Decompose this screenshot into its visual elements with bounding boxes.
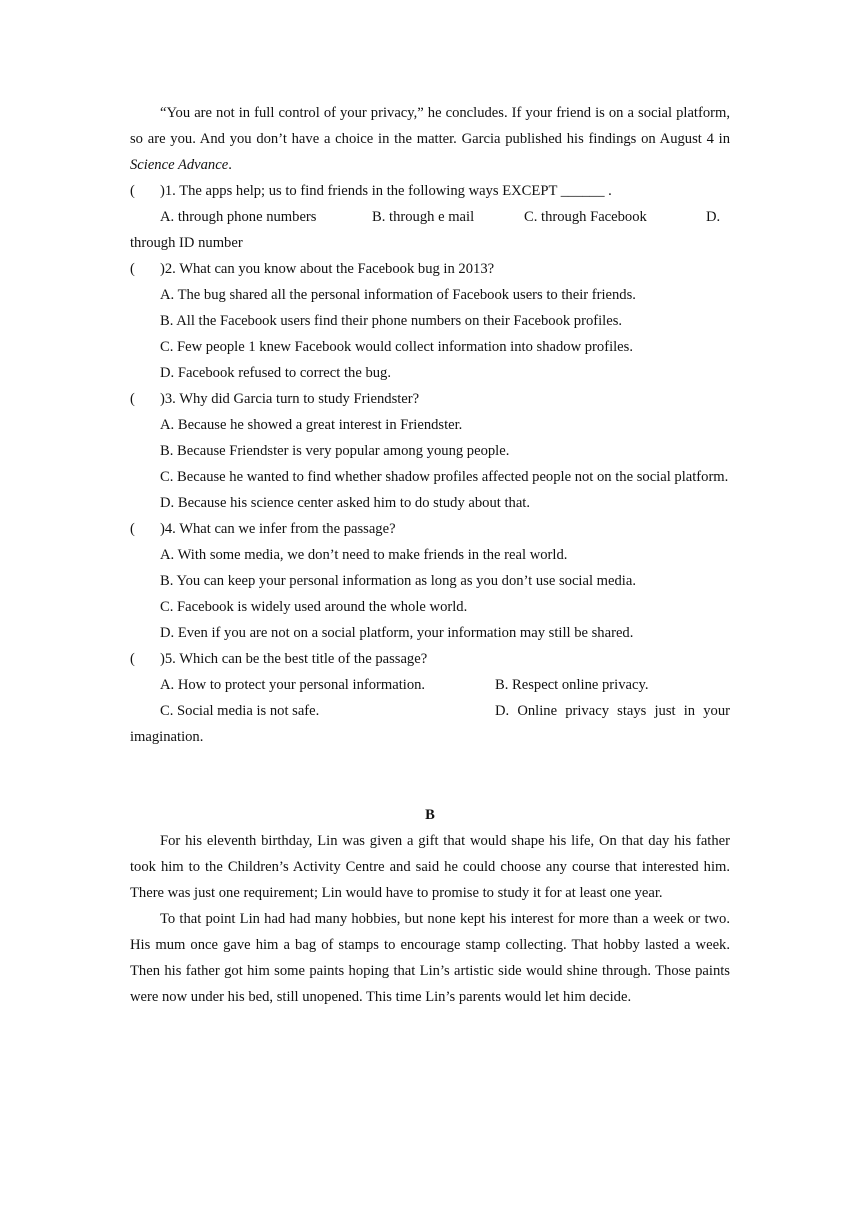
option-c: C. Few people 1 knew Facebook would collect information into shadow profiles. — [160, 339, 633, 355]
option-b: B. through e mail — [372, 209, 475, 225]
option-c: C. through Facebook — [524, 209, 647, 225]
question-4 — [130, 516, 730, 646]
option-a: A. The bug shared all the personal information of Facebook users to their friends. — [160, 287, 636, 303]
question-1 — [130, 178, 730, 256]
option-c: C. Facebook is widely used around the whole world. — [160, 599, 468, 615]
journal-name: Science Advance — [130, 157, 229, 173]
option-d-continued: imagination. — [130, 729, 204, 745]
question-text: )4. What can we infer from the passage? — [160, 521, 396, 537]
option-c: C. Because he wanted to find whether shadow profiles affected people not on the social platform. — [160, 469, 729, 485]
option-d: D. Facebook refused to correct the bug. — [160, 365, 391, 381]
question-stem — [130, 646, 730, 672]
option-a: A. With some media, we don’t need to make friends in the real world. — [160, 547, 568, 563]
answer-blank[interactable]: ( — [130, 391, 135, 407]
options-row — [130, 672, 730, 698]
question-stem — [130, 386, 730, 412]
option-b: B. All the Facebook users find their phone numbers on their Facebook profiles. — [160, 313, 623, 329]
option-d: D. — [706, 209, 721, 225]
document-page — [130, 100, 730, 1010]
question-5 — [130, 646, 730, 750]
question-text: )1. The apps help; us to find friends in the following ways EXCEPT ______ . — [160, 183, 612, 199]
section-title: B — [425, 807, 435, 823]
question-text: )3. Why did Garcia turn to study Friendster? — [160, 391, 420, 407]
option-c: C. Social media is not safe. — [160, 703, 320, 719]
option-d: D. Because his science center asked him to do study about that. — [160, 495, 531, 511]
options-row — [130, 698, 730, 724]
question-stem — [130, 256, 730, 282]
question-stem — [130, 516, 730, 542]
options-row — [130, 204, 730, 230]
answer-blank[interactable]: ( — [130, 521, 135, 537]
option-d: D. Even if you are not on a social platform, your information may still be shared. — [160, 625, 634, 641]
passage-paragraph: For his eleventh birthday, Lin was given a gift that would shape his life, On that day his father took him to the Children’s Activity Centre and said he could choose any course that interested him. There was just one requirement; Lin would have to promise to study it for at least one year. — [130, 833, 730, 901]
option-b: B. Respect online privacy. — [495, 677, 649, 693]
intro-text: “You are not in full control of your privacy,” he concludes. If your friend is on a social platform, so are you. And you don’t have a choice in the matter. Garcia published his findings on August 4 in — [130, 105, 730, 147]
option-d: D. Online privacy stays just in your — [495, 703, 730, 719]
option-b: B. Because Friendster is very popular among young people. — [160, 443, 510, 459]
option-a: A. How to protect your personal information. — [160, 677, 426, 693]
intro-paragraph — [130, 100, 730, 178]
option-d-continued: through ID number — [130, 235, 243, 251]
intro-end: . — [228, 157, 232, 173]
answer-blank[interactable]: ( — [130, 183, 135, 199]
question-text: )2. What can you know about the Facebook bug in 2013? — [160, 261, 495, 277]
question-text: )5. Which can be the best title of the passage? — [160, 651, 428, 667]
question-2 — [130, 256, 730, 386]
answer-blank[interactable]: ( — [130, 651, 135, 667]
option-b: B. You can keep your personal information as long as you don’t use social media. — [160, 573, 636, 589]
answer-blank[interactable]: ( — [130, 261, 135, 277]
option-a: A. Because he showed a great interest in Friendster. — [160, 417, 463, 433]
question-3 — [130, 386, 730, 516]
passage-paragraph: To that point Lin had had many hobbies, but none kept his interest for more than a week or two. His mum once gave him a bag of stamps to encourage stamp collecting. That hobby lasted a week. Then his father got him some paints hoping that Lin’s artistic side would shine through. Those paints were now under his bed, still unopened. This time Lin’s parents would let him decide. — [130, 911, 730, 1005]
option-a: A. through phone numbers — [160, 209, 317, 225]
question-stem — [130, 178, 730, 204]
